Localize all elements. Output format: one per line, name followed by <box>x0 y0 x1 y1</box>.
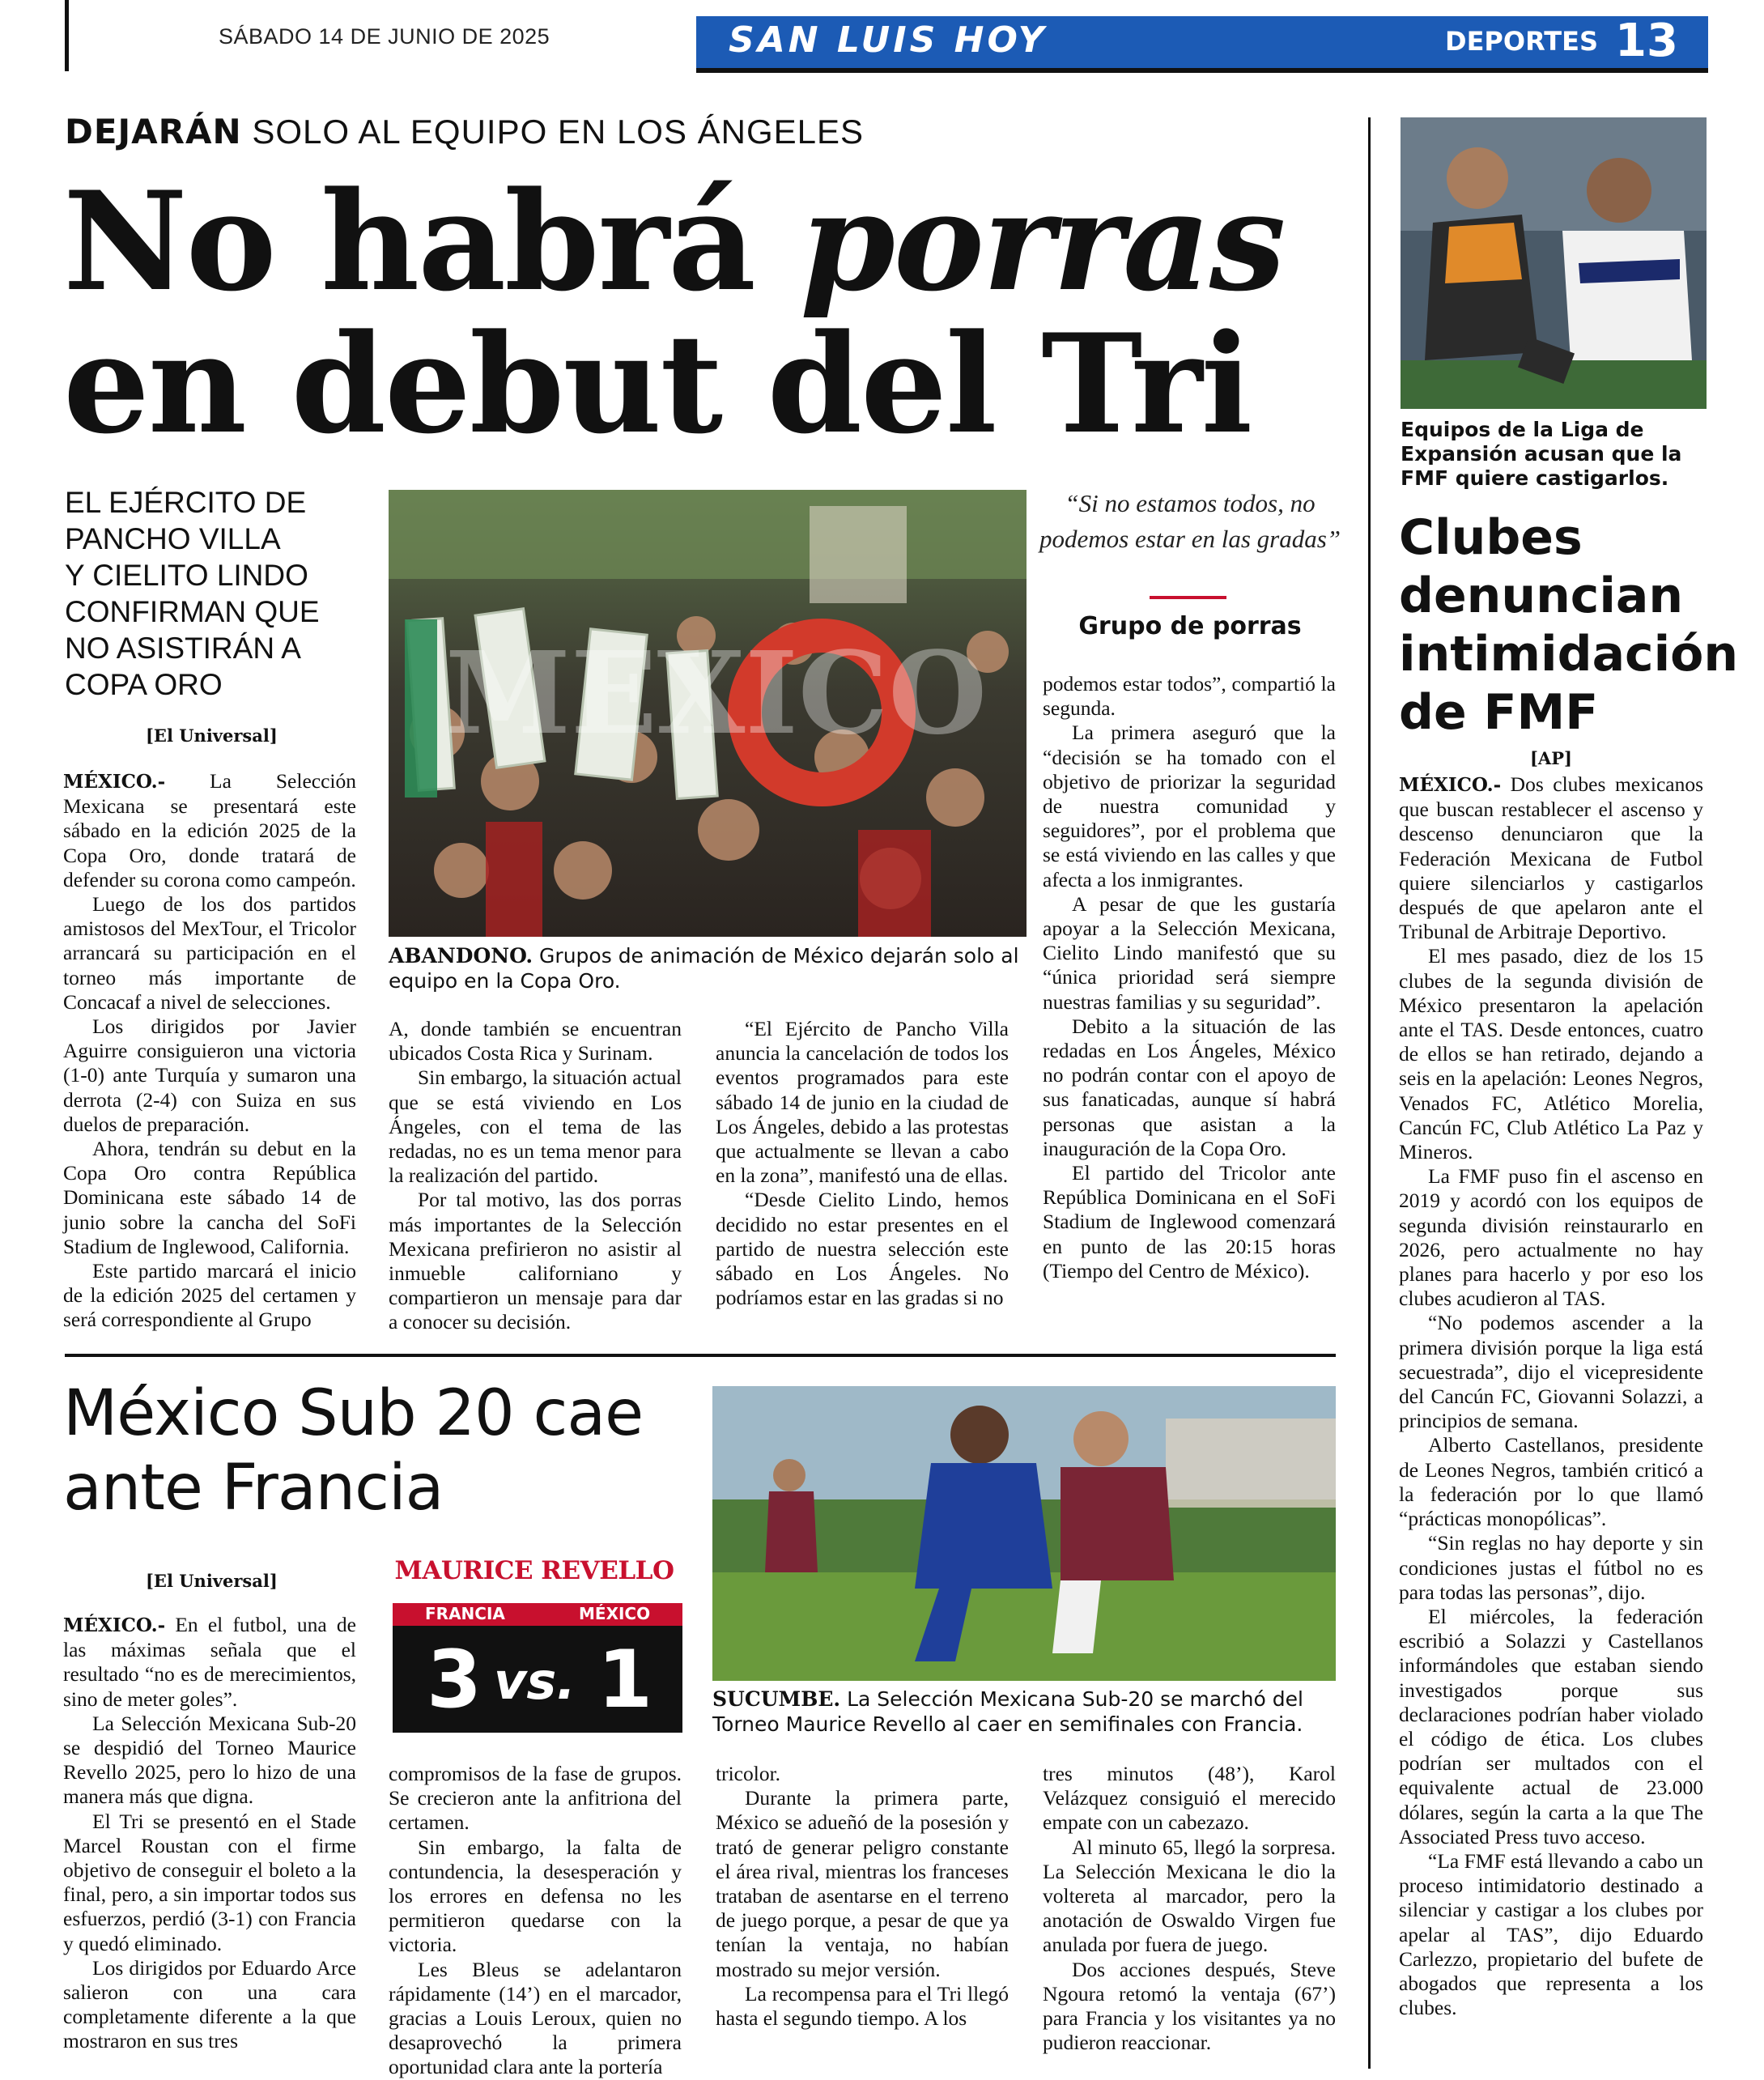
story-divider <box>65 1354 1336 1357</box>
main-column-4: podemos estar todos”, compartió la segunda. La primera aseguró que la “decisión se ha tomado con el objetivo de priorizar la seguridad de nuestra comunidad y seguidores”, por el problema que se está viviendo en las calles y que afecta a los inmigrantes. A pesar de que les gustaría apoyar a la Selección Mexicana, Cielito Lindo manifestó que su “única prioridad será siempre nuestras familias y su seguridad”. Debito a la situación de las redadas en Los Ángeles, México no podrán contar con el apoyo de sus fanaticadas, aunque sí habrá personas que asistan a la inauguración de la Copa Oro. El partido del Tricolor ante República Dominicana en el SoFi Stadium de Inglewood comenzará en punto de las 20:15 horas (Tiempo del Centro de México). <box>1043 672 1336 1282</box>
second-column-4: tres minutos (48’), Karol Velázquez consiguió el merecido empate con un cabezazo. Al minuto 65, llegó la sorpresa. La Selección Mexicana le dio la voltereta al marcador, pero la anotación de Oswaldo Virgen fue anulada por fuera de juego. Dos acciones después, Steve Ngoura retomó la ventaja (67’) para Francia y los visitantes ya no pudieron reaccionar. <box>1043 1762 1336 2055</box>
sidebar-body: MÉXICO.- Dos clubes mexicanos que buscan restablecer el ascenso y descenso denunciaron que la Federación Mexicana de Futbol quiere silenciarlos y castigarlos después de que apelaron ante el Tribunal de Arbitraje Deportivo. El mes pasado, diez de los 15 clubes de la segunda división de México presentaron la apelación ante el TAS. Desde entonces, cuatro de ellos se han retirado, dejando a seis en la apelación: Leones Negros, Venados FC, Atlético Morelia, Cancún FC, Club Atlético La Paz y Mineros. La FMF puso fin el ascenso en 2019 y acordó con los equipos de segunda división reinstaurarlo en 2026, pero actualmente no hay planes para hacerlo y por eso los clubes acudieron al TAS. “No podemos ascender a la primera división porque la liga está secuestrada”, dijo el vicepresidente del Cancún FC, Giovanni Solazzi, a principios de semana. Alberto Castellanos, presidente de Leones Negros, también criticó a la federación por lo que llamó “prácticas monopólicas”. “Sin reglas no hay deporte y sin condiciones justas el fútbol no es para todas las personas”, dijo. El miércoles, la federación escribió a Solazzi y Castellanos informándoles que estaban siendo investigados porque sus declaraciones podrían haber violado el código de ética. Los clubes podrían ser multados con el equivalente actual de 23.000 dólares, según la carta a la que The Associated Press tuvo acceso. “La FMF está llevando a cabo un proceso intimidatorio destinado a silenciar y castigar a los clubes por apelar al TAS”, dijo Eduardo Carlezzo, propietario del bufete de abogados que representa a los clubes. <box>1399 772 1703 2020</box>
issue-date: SÁBADO 14 DE JUNIO DE 2025 <box>219 24 550 49</box>
score-vs: vs. <box>494 1652 576 1711</box>
team-left-label: FRANCIA <box>425 1604 505 1623</box>
main-credit: [El Universal] <box>146 725 278 746</box>
match-photo <box>712 1386 1336 1681</box>
main-photo-caption: ABANDONO. Grupos de animación de México dejarán solo al equipo en la Copa Oro. <box>389 944 1019 993</box>
column-divider <box>1368 117 1371 2069</box>
liga-expansion-photo <box>1401 117 1707 409</box>
page-number: 13 <box>1615 15 1678 67</box>
score-right: 1 <box>597 1634 653 1726</box>
masthead-stripe <box>696 68 1708 73</box>
score-left: 3 <box>427 1634 482 1726</box>
pull-quote: “Si no estamos todos, no podemos estar en las gradas” <box>1039 489 1341 553</box>
second-column-2: compromisos de la fase de grupos. Se crecieron ante la anfitriona del certamen. Sin embargo, la falta de contundencia, la desesperación y los errores en defensa no les permitieron quedarse con la victoria. Les Bleus se adelantaron rápidamente (14’) en el marcador, gracias a Louis Leroux, quien no desaprovechó la primera oportunidad clara ante la portería <box>389 1762 682 2079</box>
second-column-1: MÉXICO.- En el futbol, una de las máximas señala que el resultado “no es de merecimientos, sino de meter goles”. La Selección Mexicana Sub-20 se despidió del Torneo Maurice Revello 2025, pero lo hizo de una manera más que digna. El Tri se presentó en el Stade Marcel Roustan con el firme objetivo de conseguir el boleto a la final, pero, a sin importar todos sus esfuerzos, perdió (3-1) con Francia y quedó eliminado. Los dirigidos por Eduardo Arce salieron con una cara completamente diferente a la que mostraron en sus tres <box>63 1613 356 2053</box>
tournament-name: MAURICE REVELLO <box>394 1556 674 1585</box>
second-credit: [El Universal] <box>146 1571 278 1591</box>
main-deck: EL EJÉRCITO DE PANCHO VILLA Y CIELITO LINDO CONFIRMAN QUE NO ASISTIRÁN A COPA ORO <box>65 486 320 701</box>
sidebar-headline: Clubes denuncian intimidación de FMF <box>1399 509 1739 741</box>
sidebar-photo-caption: Equipos de la Liga de Expansión acusan que la FMF quiere castigarlos. <box>1401 418 1682 490</box>
section-name: DEPORTES <box>1445 26 1599 57</box>
main-column-2: A, donde también se encuentran ubicados Costa Rica y Surinam. Sin embargo, la situación actual que se está viviendo en Los Ángeles, con el tema de las redadas, no es un tema menor para la realización del partido. Por tal motivo, las dos porras más importantes de la Selección Mexicana prefirieron no asistir al inmueble californiano y compartieron un mensaje para dar a conocer su decisión. <box>389 1017 682 1334</box>
match-photo-caption: SUCUMBE. La Selección Mexicana Sub-20 se marchó del Torneo Maurice Revello al caer en semifinales con Francia. <box>712 1687 1303 1736</box>
header-rule <box>65 0 69 71</box>
newspaper-name: SAN LUIS HOY <box>729 19 1048 61</box>
pull-quote-rule <box>1150 596 1226 599</box>
main-column-3: “El Ejército de Pancho Villa anuncia la cancelación de todos los eventos programados para este sábado 14 de junio en la ciudad de Los Ángeles, debido a las protestas que actualmente se llevan a cabo en la zona”, manifestó una de ellas. “Desde Cielito Lindo, hemos decidido no estar presentes en el partido de nuestra selección este sábado en Los Ángeles. No podríamos estar en las gradas si no <box>716 1017 1009 1310</box>
second-column-3: tricolor. Durante la primera parte, México se adueñó de la posesión y trató de generar peligro constante el área rival, mientras los franceses trataban de asentarse en el terreno de juego porque, a pesar de que ya tenían la ventaja, no habían mostrado su mejor versión. La recompensa para el Tri llegó hasta el segundo tiempo. A los <box>716 1762 1009 2031</box>
main-kicker: DEJARÁN SOLO AL EQUIPO EN LOS ÁNGELES <box>65 112 865 151</box>
team-right-label: MÉXICO <box>579 1604 651 1623</box>
fans-sign-text: MEXICO <box>445 627 988 760</box>
main-column-1: MÉXICO.- La Selección Mexicana se presentará este sábado en la edición 2025 de la Copa Oro, donde tratará de defender su corona como campeón. Luego de los dos partidos amistosos del MexTour, el Tricolor arrancará su participación en el torneo más importante de Concacaf a nivel de selecciones. Los dirigidos por Javier Aguirre consiguieron una victoria (1-0) ante Turquía y sumaron una derrota (2-4) con Suiza en sus duelos de preparación. Ahora, tendrán su debut en la Copa Oro contra República Dominicana este sábado 14 de junio sobre la cancha del SoFi Stadium de Inglewood, California. Este partido marcará el inicio de la edición 2025 del certamen y será correspondiente al Grupo <box>63 769 356 1332</box>
fans-photo <box>389 490 1027 937</box>
main-headline: No habrá porras en debut del Tri <box>63 161 1285 464</box>
pull-quote-source: Grupo de porras <box>1078 612 1302 640</box>
sidebar-credit: [AP] <box>1530 748 1572 768</box>
second-headline: México Sub 20 cae ante Francia <box>63 1377 644 1525</box>
